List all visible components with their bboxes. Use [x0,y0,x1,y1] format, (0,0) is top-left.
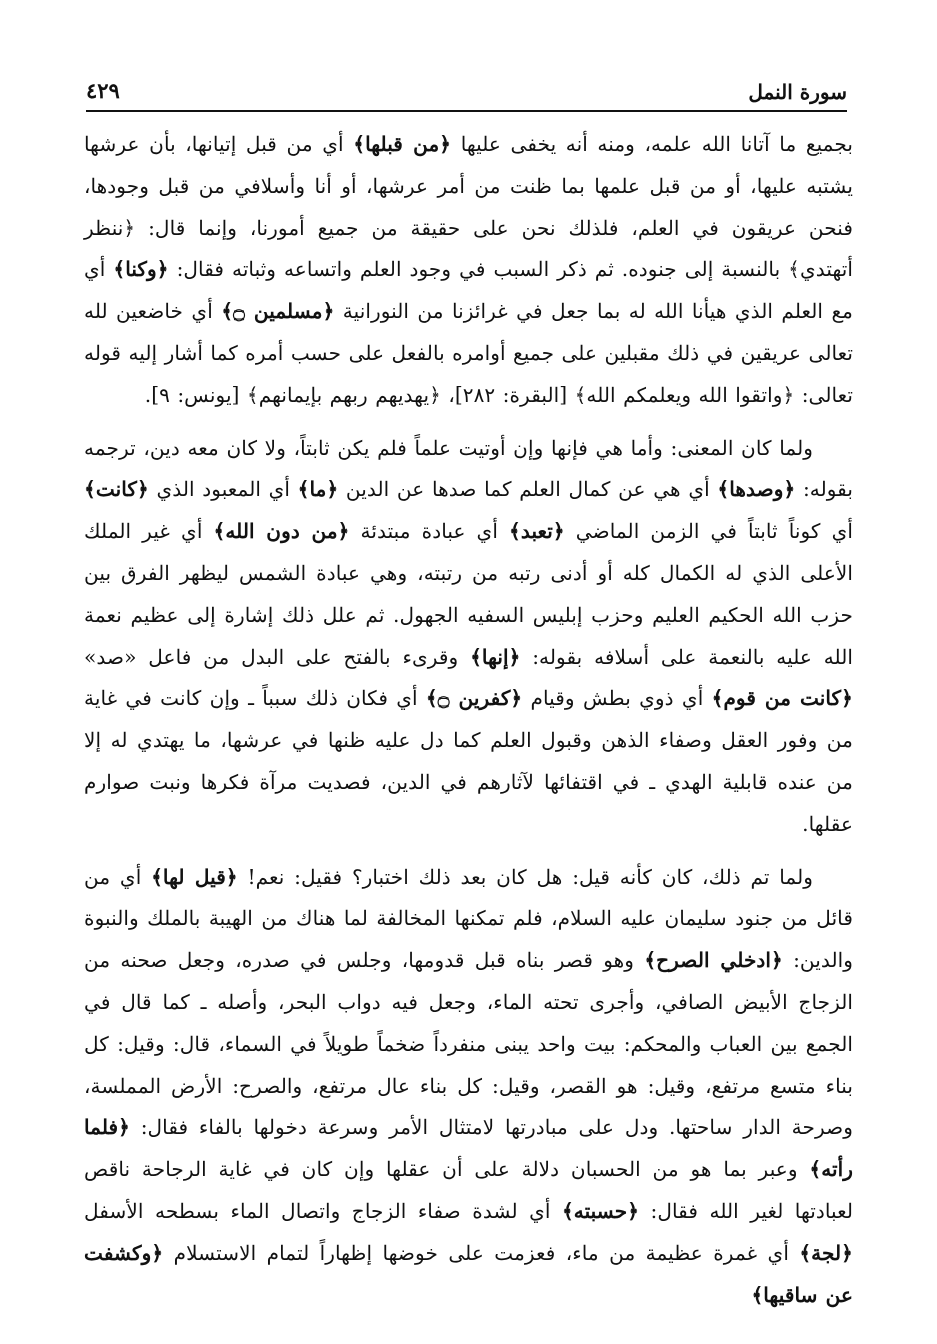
text-run: ﴿يهديهم ربهم بإيمانهم﴾ [246,382,441,407]
quran-phrase: ﴿من دون الله﴾ [213,519,350,544]
quran-phrase: ﴿وصدها﴾ [717,477,796,502]
text-run: أي كوناً ثابتاً في الزمن الماضي [564,519,853,544]
quran-phrase: ﴿وكنا﴾ [113,257,169,282]
text-run: ﴿واتقوا الله ويعلمكم الله﴾ [574,382,795,407]
quran-phrase: ﴿ادخلي الصرح﴾ [644,948,783,973]
quran-phrase: ﴿لجة﴾ [799,1240,853,1265]
text-run: أي من قائل من جنود سليمان عليه السلام، فلم تمكنها المخالفة لما هناك من الهيبة بالملك والنبوة والدين: [84,864,853,973]
text-run: أي غير الملك الأعلى الذي له الكمال كله أو أدنى رتبه من رتبته، وهي عبادة الشمس ليظهر الفرق بين حزب الله الحكيم العليم وحزب إبليس السفيه الجهول. ثم علل ذلك إشارة إلى عظيم نعمة الله عليه بالنعمة على أسلافه بقوله: [84,519,854,669]
text-run: أي مع العلم الذي هيأنا الله له بما جعل في غرائزنا من النورانية [84,257,854,324]
quran-phrase: ﴿كانت﴾ [84,477,149,502]
quran-phrase: ﴿حسبته﴾ [561,1198,640,1223]
text-run: ولما كان المعنى: وأما هي فإنها وإن أوتيت علماً فلم يكن ثابتاً، ولا كان معه دين، ترجمه بقوله: [84,435,854,502]
text-run: بالنسبة إلى جنوده. ثم ذكر السبب في وجود العلم واتساعه وثباته فقال: [168,257,789,282]
quran-phrase: ﴿إنها﴾ [470,644,521,669]
text-run: أي فكان ذلك سبباً ـ وإن كانت في غاية من وفور العقل وصفاء الذهن وقبول العلم كما دل عليه ظنها في عرشها، ما يهتدي له إلا من عنده قابلية الهدي ـ في اقتفائها لآثارهم في الدين، فصديت مرآة فكرها ونبت صوارم عقلها. [84,686,853,836]
quran-phrase: ﴿تعبد﴾ [509,519,565,544]
quran-phrase: ﴿كفرين ۝﴾ [425,686,523,711]
text-run: وعبر بما هو من الحسبان دلالة على أن عقلها وإن كان في غاية الرجاحة ناقص لعبادتها لغير الله فقال: [84,1157,853,1223]
quran-phrase: ﴿مسلمين ۝﴾ [221,299,335,324]
text-run: ولما تم ذلك، كان كأنه قيل: هل كان بعد ذلك اختبار؟ فقيل: نعم! [237,864,813,889]
quran-phrase: ﴿من قبلها﴾ [353,132,452,156]
paragraph-2 [84,428,853,846]
quran-phrase: ﴿فلما رأته﴾ [84,1115,853,1182]
surah-title: سورة النمل [748,80,847,104]
text-run: أي هي عن كمال العلم كما صدها عن الدين [338,477,718,502]
quran-phrase: ﴿وكشفت عن ساقيها﴾ [84,1240,853,1307]
text-run: ﴿ننظر أتهتدي﴾ [84,215,853,282]
text-run: [يونس: ٩]. [144,382,247,407]
text-run: أي لشدة صفاء الزجاج واتصال الماء بسطحه الأسفل [84,1198,562,1223]
text-run: وقرىء بالفتح على البدل من فاعل «صد» [84,644,471,669]
page-number: ٤٢٩ [86,78,120,103]
text-run: أي ذوي بطش وقيام [522,686,712,711]
text-run: أي خاضعين لله تعالى عريقين في ذلك مقبلين على جميع أوامره بالفعل على حسب أمره كما أشار إليه قوله تعالى: [84,299,853,407]
text-run: بجميع ما آتانا الله علمه، ومنه أنه يخفى عليها [451,132,853,156]
quran-phrase: ﴿قيل لها﴾ [151,864,238,889]
text-run: أي عبادة مبتدئة [349,519,510,544]
text-run: وهو قصر بناه قبل قدومها، وجلس في صدره، وجعل صحنه من الزجاج الأبيض الصافي، وأجرى تحته الماء، وجعل فيه دواب البحر، وأصله ـ كما قال في الجمع بين العباب والمحكم: بيت واحد يبنى منفرداً ضخماً طويلاً في السماء، قال: وقيل: كل بناء متسع مرتفع، وقيل: هو القصر، وقيل: كل بناء عال مرتفع، والصرح: الأرض المملسة، وصرحة الدار ساحتها. ودل على مبادرتها لامتثال الأمر وسرعة دخولها بالفاء فقال: [84,948,853,1140]
quran-phrase: ﴿كانت من قوم﴾ [711,686,853,711]
paragraph-3 [84,857,853,1317]
text-run: أي المعبود الذي [148,477,298,502]
text-run: أي من قبل إتيانها، بأن عرشها يشتبه عليها، أو من قبل علمها بما ظنت من أمر عرشها، أو أنا وأسلافي من قبل وجودها، فنحن عريقون في العلم، فلذلك نحن على حقيقة من جميع أمورنا، وإنما قال: [84,132,853,240]
text-run: أي غمرة عظيمة من ماء، فعزمت على خوضها إظهاراً لتمام الاستسلام [163,1240,800,1265]
page-body [84,124,853,1316]
quran-phrase: ﴿ما﴾ [297,477,339,502]
paragraph-1 [84,124,853,417]
text-run: [البقرة: ٢٨٢]، [440,382,575,407]
page-header [86,72,847,112]
